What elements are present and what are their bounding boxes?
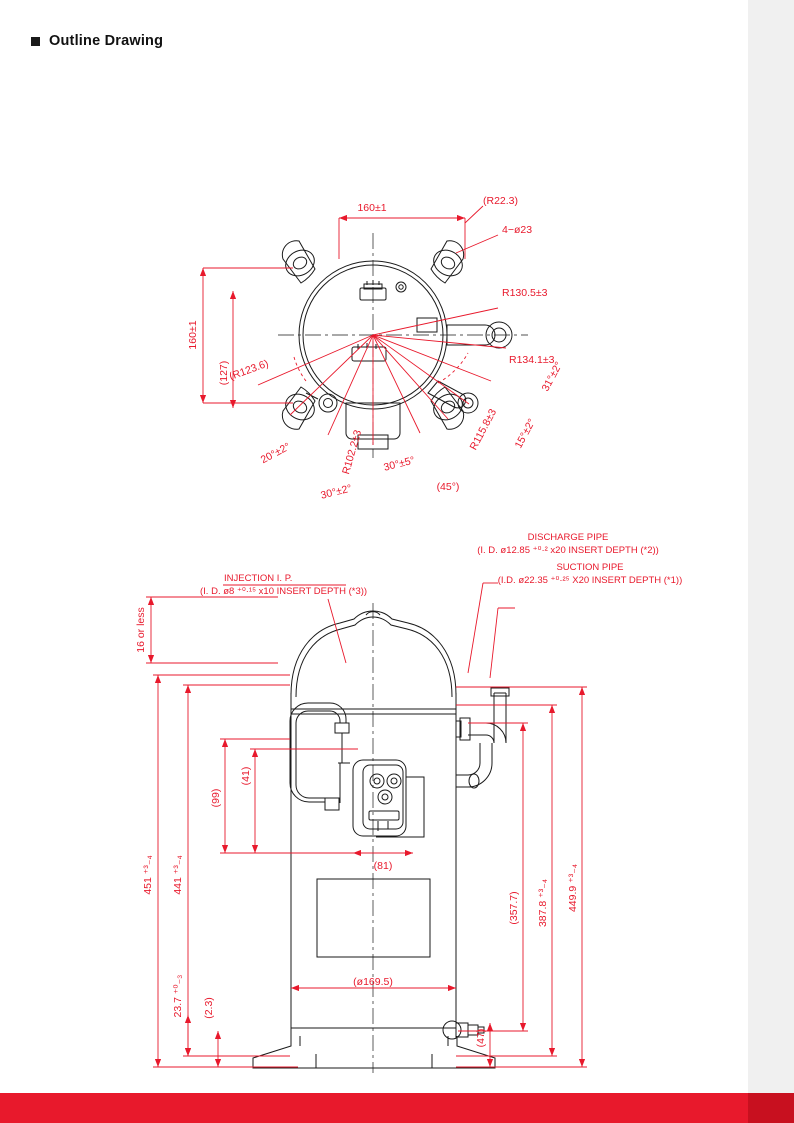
callout-label: (I. D. ø8 ⁺⁰·¹⁵ x10 INSERT DEPTH (*3)) [200, 586, 368, 597]
footer-bar [0, 1093, 794, 1123]
dim-label: 160±1 [357, 202, 387, 214]
callout-label: (I.D. ø22.35 ⁺⁰·²⁵ X20 INSERT DEPTH (*1)) [497, 575, 683, 586]
dim-label: 15°±2° [512, 416, 539, 451]
front-view-labels [135, 607, 579, 1047]
footer-shade [748, 1093, 794, 1123]
dim-label: 160±1 [187, 320, 199, 350]
outline-drawing-svg [28, 63, 745, 1080]
dim-label: 449.9 ⁺³₋₄ [567, 863, 579, 913]
dim-label: (41) [240, 766, 252, 786]
dim-label: (127) [218, 360, 230, 386]
dim-label: R102.2±3 [340, 428, 365, 476]
dim-label: 4−ø23 [502, 224, 533, 236]
dim-label: (81) [373, 860, 393, 872]
callout-label: SUCTION PIPE [556, 562, 624, 573]
dim-label: 23.7 ⁺⁰₋₃ [172, 974, 184, 1018]
dim-label: 30°±2° [319, 482, 354, 502]
right-grey-band [748, 0, 794, 1093]
dim-label: 441 ⁺³₋₄ [172, 855, 184, 895]
callout-label: (I. D. ø12.85 ⁺⁰·² x20 INSERT DEPTH (*2)) [477, 545, 659, 556]
dim-label: (47) [475, 1028, 487, 1048]
section-header [31, 33, 163, 49]
callout-label: DISCHARGE PIPE [527, 532, 609, 543]
dim-label: R134.1±3 [509, 354, 555, 366]
dim-label: (R123.6) [227, 357, 271, 383]
front-view-dimensions [146, 583, 587, 1067]
dim-label: (99) [210, 788, 222, 808]
front-view-geometry [253, 611, 509, 1068]
dim-label: (ø169.5) [353, 976, 393, 988]
dim-label: R130.5±3 [502, 287, 548, 299]
dim-label: R115.8±3 [467, 407, 500, 453]
drawing-panel [28, 63, 745, 1080]
square-bullet-icon [31, 37, 40, 46]
front-view-callouts [200, 532, 682, 597]
callout-label: INJECTION I. P. [224, 573, 293, 584]
dim-label: 20°±2° [258, 440, 293, 467]
page-title: Outline Drawing [49, 33, 164, 49]
dim-label: (45°) [436, 481, 460, 493]
dim-label: (357.7) [508, 891, 520, 925]
dim-label: 31°±2° [539, 359, 566, 394]
dim-label: 30°±5° [382, 454, 417, 474]
dim-label: 451 ⁺³₋₄ [142, 855, 154, 895]
dim-label: (2.3) [203, 997, 215, 1019]
dim-label: 387.8 ⁺³₋₄ [537, 878, 549, 928]
dim-label: (R22.3) [483, 195, 519, 207]
dim-label: 16 or less [135, 607, 147, 653]
